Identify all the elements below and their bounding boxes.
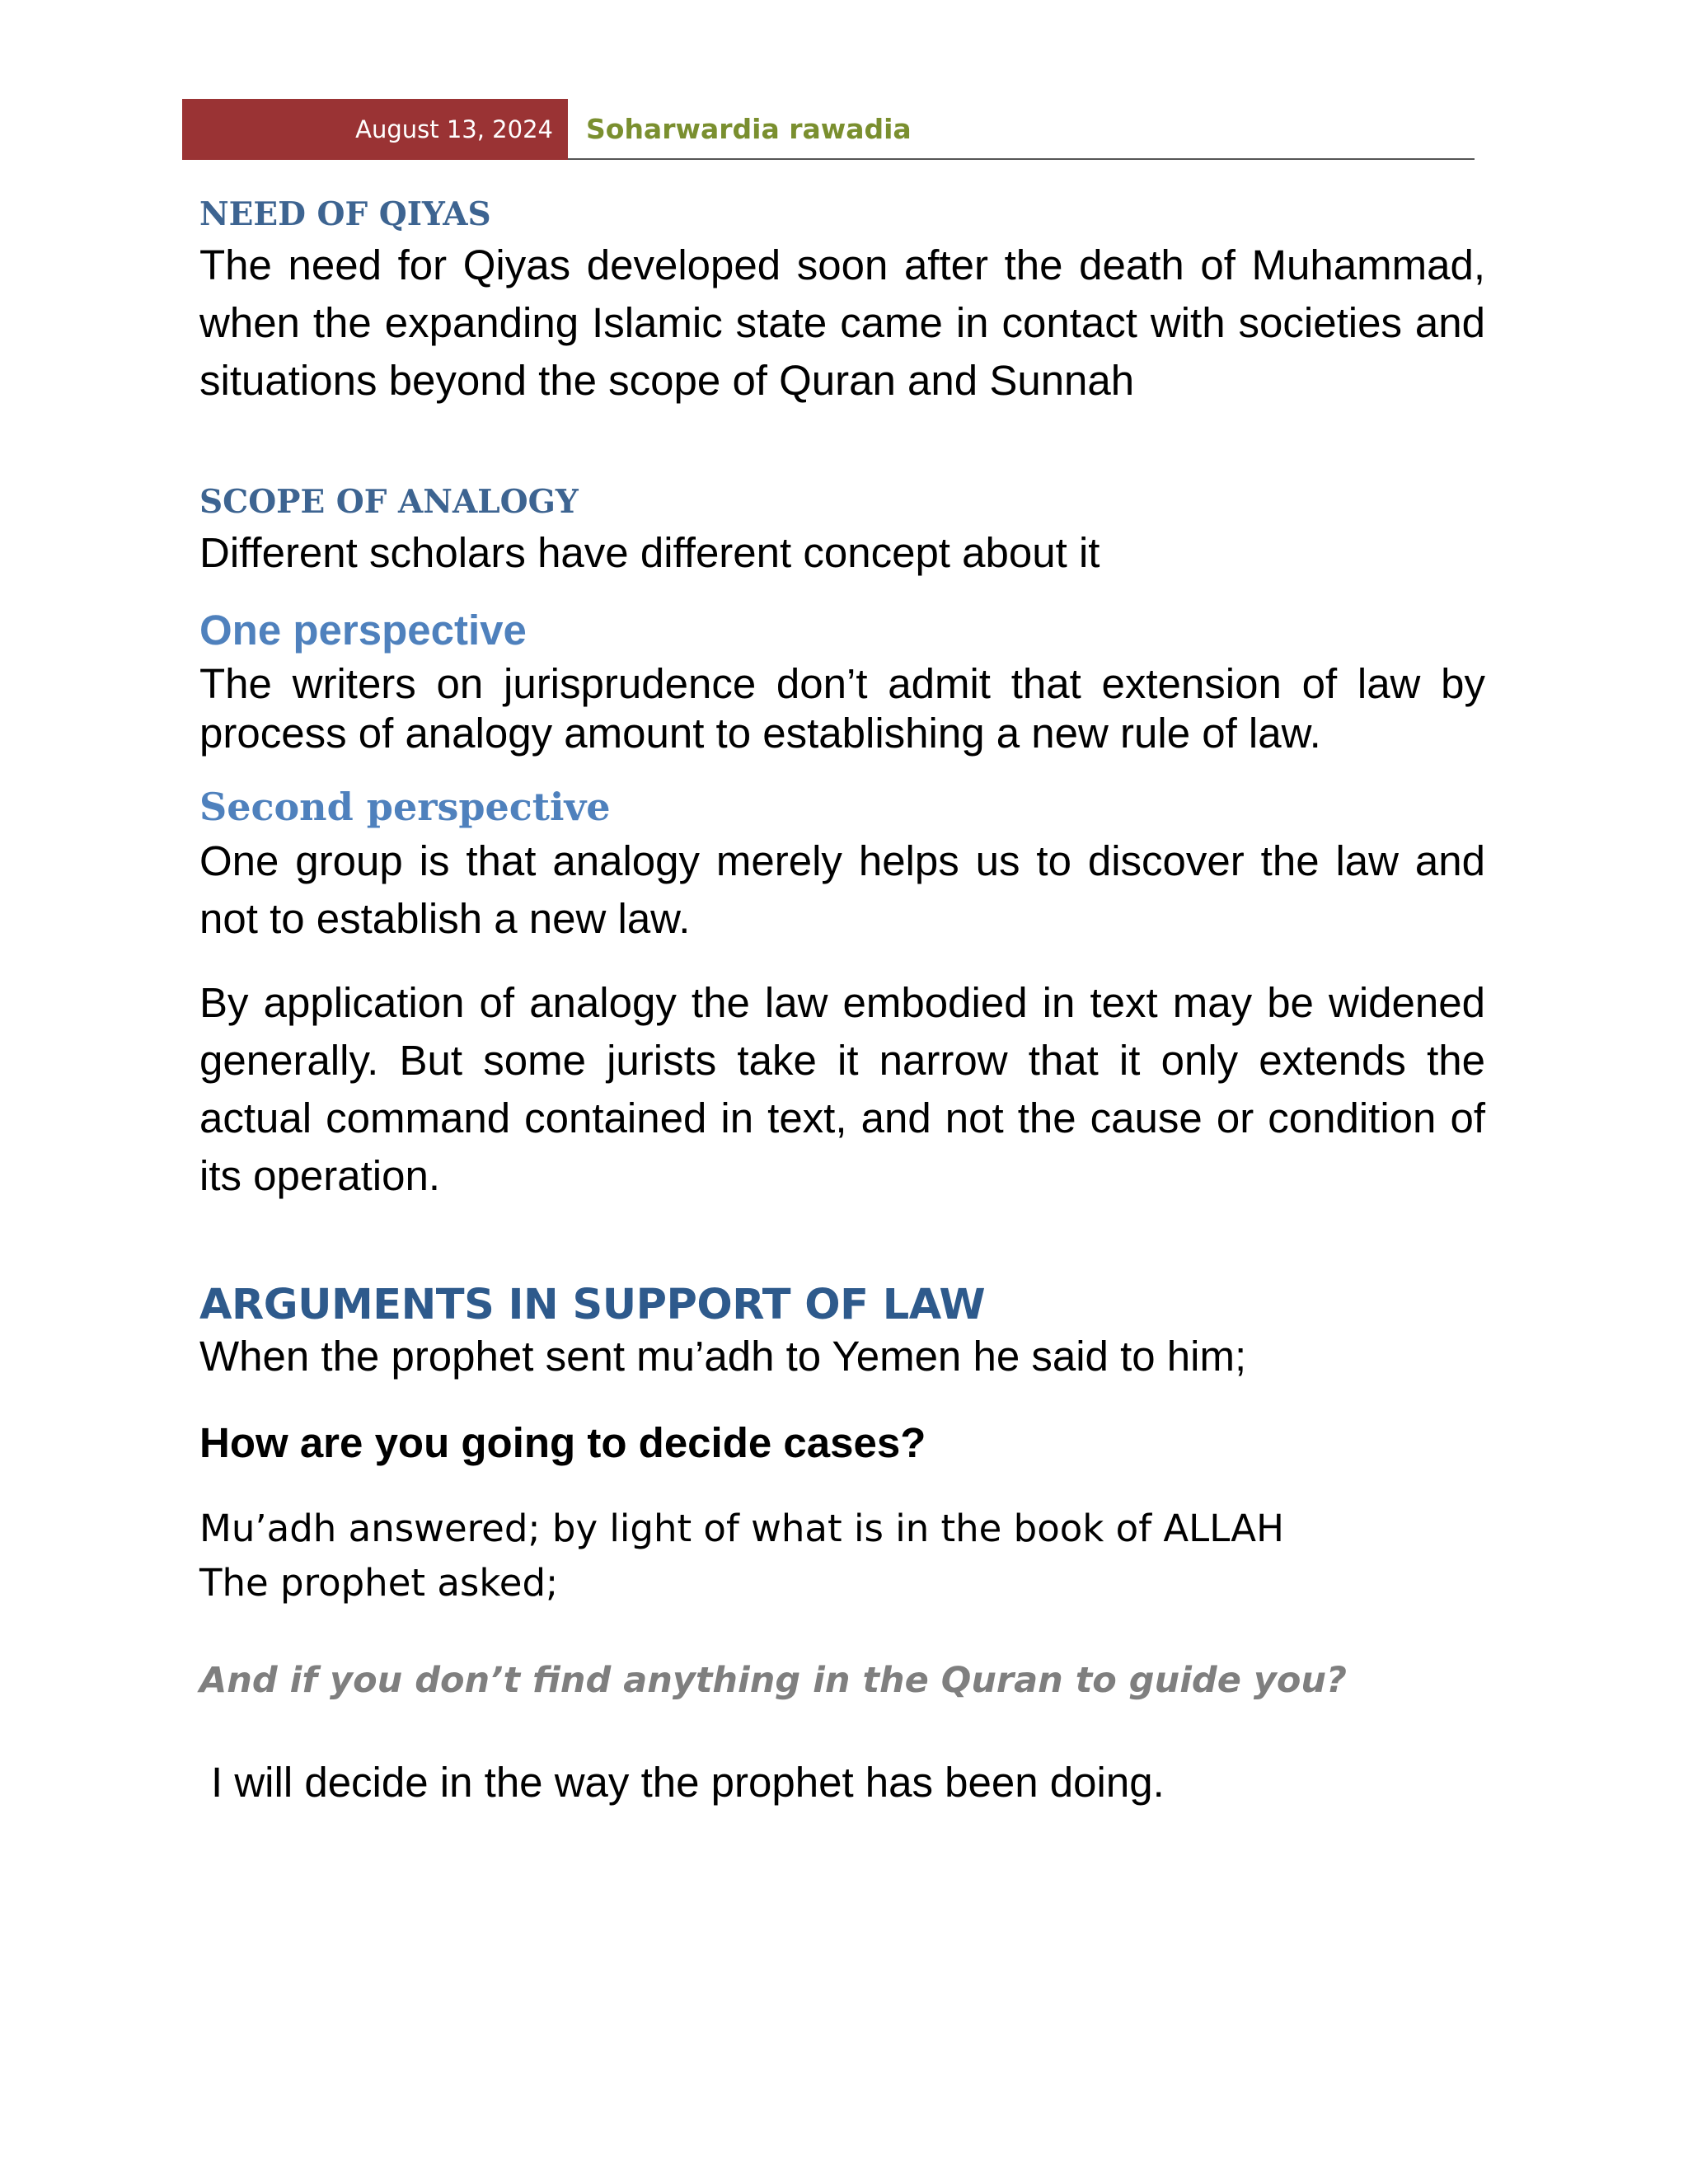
document-content — [199, 194, 1485, 1811]
arguments-paragraph: When the prophet sent mu’adh to Yemen he said to him; — [199, 1332, 1247, 1380]
question-quran-guide: And if you don’t find anything in the Quran to guide you? — [199, 1659, 1347, 1701]
question-decide-cases: How are you going to decide cases? — [199, 1418, 926, 1466]
need-of-qiyas-heading: NEED OF QIYAS — [199, 195, 491, 233]
one-perspective-paragraph: The writers on jurisprudence don’t admit that extension of law by process of analogy amount to establishing a new rule of law. — [199, 659, 1485, 757]
scope-of-analogy-paragraph: Different scholars have different concept about it — [199, 528, 1100, 576]
arguments-heading: ARGUMENTS IN SUPPORT OF LAW — [199, 1280, 986, 1329]
muadh-answer: Mu’adh answered; by light of what is in the book of ALLAH — [199, 1506, 1284, 1550]
second-perspective-paragraph: One group is that analogy merely helps us to discover the law and not to establish a new law. — [199, 837, 1485, 942]
header-date: August 13, 2024 — [182, 99, 568, 160]
page-header — [182, 99, 1475, 160]
application-paragraph: By application of analogy the law embodied in text may be widened generally. But some jurists take it narrow that it only extends the actual command contained in text, and not the cause or condition of its operation. — [199, 978, 1485, 1199]
one-perspective-heading: One perspective — [199, 606, 527, 654]
prophet-asked: The prophet asked; — [199, 1560, 559, 1605]
need-of-qiyas-paragraph: The need for Qiyas developed soon after the death of Muhammad, when the expanding Islamic state came in contact with societies and situations beyond the scope of Quran and Sunnah — [199, 241, 1485, 404]
answer-prophet-way: I will decide in the way the prophet has been doing. — [211, 1758, 1165, 1806]
scope-of-analogy-heading: SCOPE OF ANALOGY — [199, 482, 579, 521]
header-author: Soharwardia rawadia — [586, 113, 912, 145]
second-perspective-heading: Second perspective — [199, 784, 611, 829]
